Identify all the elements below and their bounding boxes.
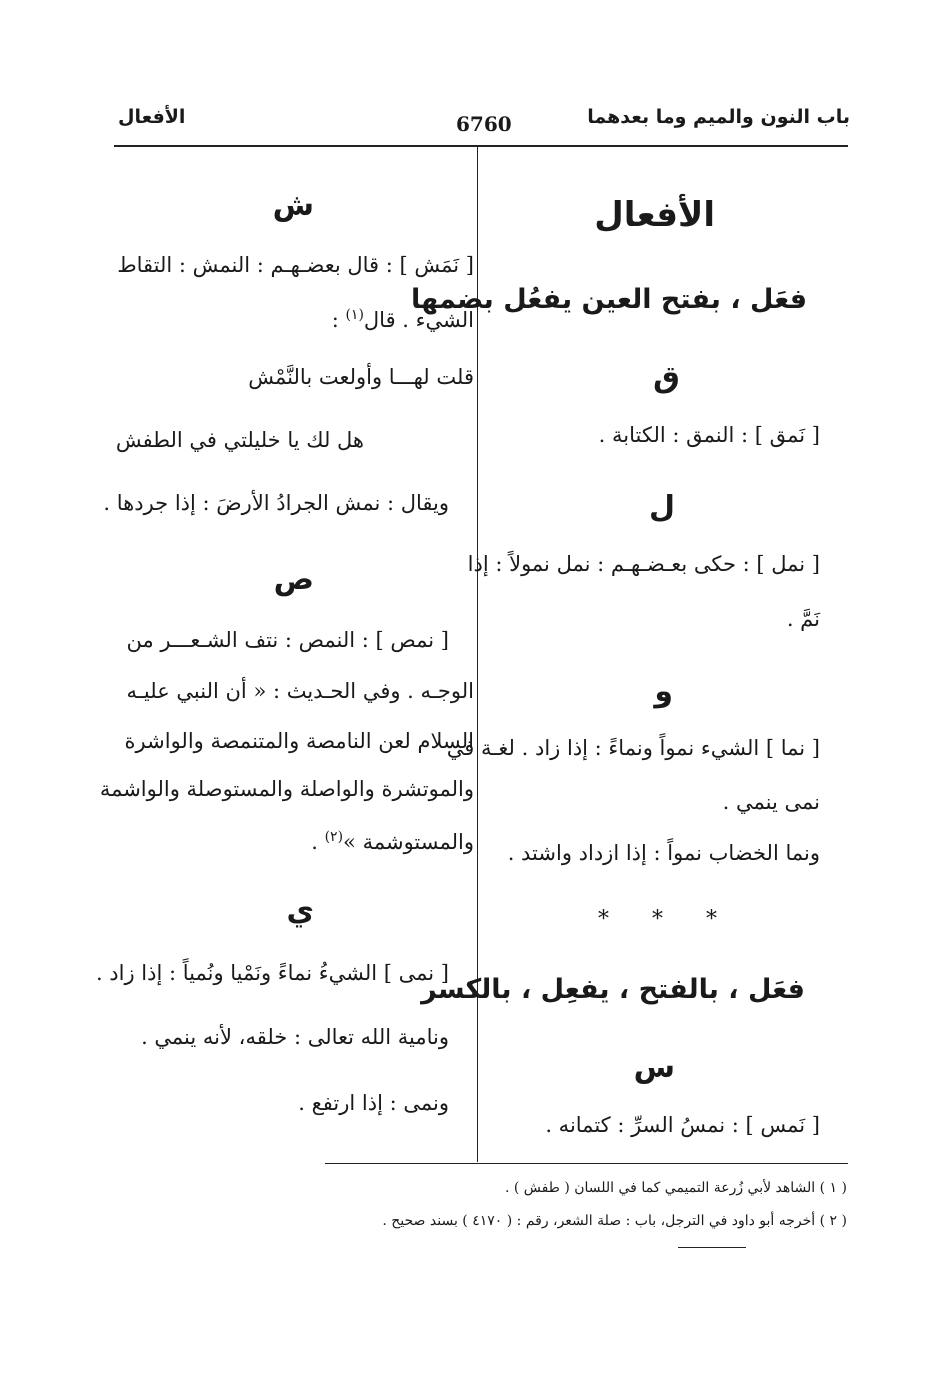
verse-line-2: هل لك يا خليلتي في الطفش xyxy=(115,428,364,452)
entry-nama-ya-line3: ونمى : إذا ارتفع . xyxy=(298,1091,449,1115)
entry-namas-hair-line4: والموتشرة والواصلة والمستوصلة والواشمة xyxy=(99,777,474,801)
entry-nama-line3: ونما الخضاب نمواً : إذا ازداد واشتد . xyxy=(507,841,820,865)
entry-namas-hair-line3: السلام لعن النامصة والمتنمصة والواشرة xyxy=(124,729,474,753)
verb-pattern-heading-1: فعَل ، بفتح العين يفعُل بضمها xyxy=(411,284,807,315)
entry-namal-line2: نَمَّ . xyxy=(786,607,820,631)
entry-namas: [ نَمس ] : نمسُ السرِّ : كتمانه . xyxy=(545,1113,820,1137)
verse-line-1: قلت لهـــا وأولعت بالنَّمْش xyxy=(248,365,474,389)
entry-namas-hair-line1: [ نمص ] : النمص : نتف الشـعـــر من xyxy=(126,628,449,652)
letter-heading-lam: ل xyxy=(648,490,675,525)
entry-namash-line3: ويقال : نمش الجرادُ الأرضَ : إذا جردها . xyxy=(103,491,449,515)
entry-namas-hair-line5 xyxy=(311,822,474,857)
entry-namash-line1: [ نَمَش ] : قال بعضـهـم : النمش : التقاط xyxy=(117,253,474,277)
letter-heading-shin: ش xyxy=(272,188,314,223)
letter-heading-ya: ي xyxy=(286,893,314,928)
letter-heading-sin: س xyxy=(633,1050,675,1085)
entry-nama-ya-line2: ونامية الله تعالى : خلقه، لأنه ينمي . xyxy=(141,1025,449,1049)
left-column xyxy=(95,0,474,1160)
entry-nama-line1: [ نما ] الشيء نمواً ونماءً : إذا زاد . لغـة في xyxy=(446,736,820,760)
footnote-2: ( ٢ ) أخرجه أبو داود في الترجل، باب : صلة الشعر، رقم : ( ٤١٧٠ ) بسند صحيح . xyxy=(382,1213,847,1229)
entry-namaq: [ نَمق ] : النمق : الكتابة . xyxy=(598,423,820,447)
verb-pattern-heading-2: فعَل ، بالفتح ، يفعِل ، بالكسر xyxy=(421,974,805,1005)
footnote-ref-2[interactable]: (٢) xyxy=(324,829,344,845)
footnote-1: ( ١ ) الشاهد لأبي زُرعة التميمي كما في اللسان ( طفش ) . xyxy=(504,1180,847,1196)
letter-heading-sad: ص xyxy=(273,562,314,597)
section-separator: * * * xyxy=(598,907,735,932)
entry-namash-line2 xyxy=(332,300,474,335)
entry-namas-hair-end: . xyxy=(311,830,325,854)
footnote-end-rule xyxy=(678,1247,746,1248)
entry-namash-text: الشيء . قال xyxy=(363,308,474,332)
section-title: الأفعال xyxy=(594,195,715,235)
entry-namal-line1: [ نمل ] : حكى بعـضـهـم : نمل نمولاً : إذا xyxy=(467,552,820,576)
running-head-right: باب النون والميم وما بعدهما xyxy=(587,106,850,128)
entry-nama-line2: نمى ينمي . xyxy=(722,790,820,814)
running-head-left: الأفعال xyxy=(118,106,186,128)
entry-nama-ya-line1: [ نمى ] الشيءُ نماءً ونَمْيا ونُمياً : إذا زاد . xyxy=(95,961,449,985)
entry-namash-colon: : xyxy=(331,308,346,332)
footnote-rule xyxy=(325,1163,848,1164)
letter-heading-qaf: ق xyxy=(653,360,680,395)
entry-namas-hair-line2: الوجـه . وفي الحـديث : « أن النبي عليـه xyxy=(126,679,474,703)
footnote-ref-1[interactable]: (١) xyxy=(345,307,364,323)
page-number: 6760 xyxy=(456,112,512,136)
entry-namas-hair-text: والمستوشمة » xyxy=(343,830,474,854)
letter-heading-waw: و xyxy=(654,674,673,709)
